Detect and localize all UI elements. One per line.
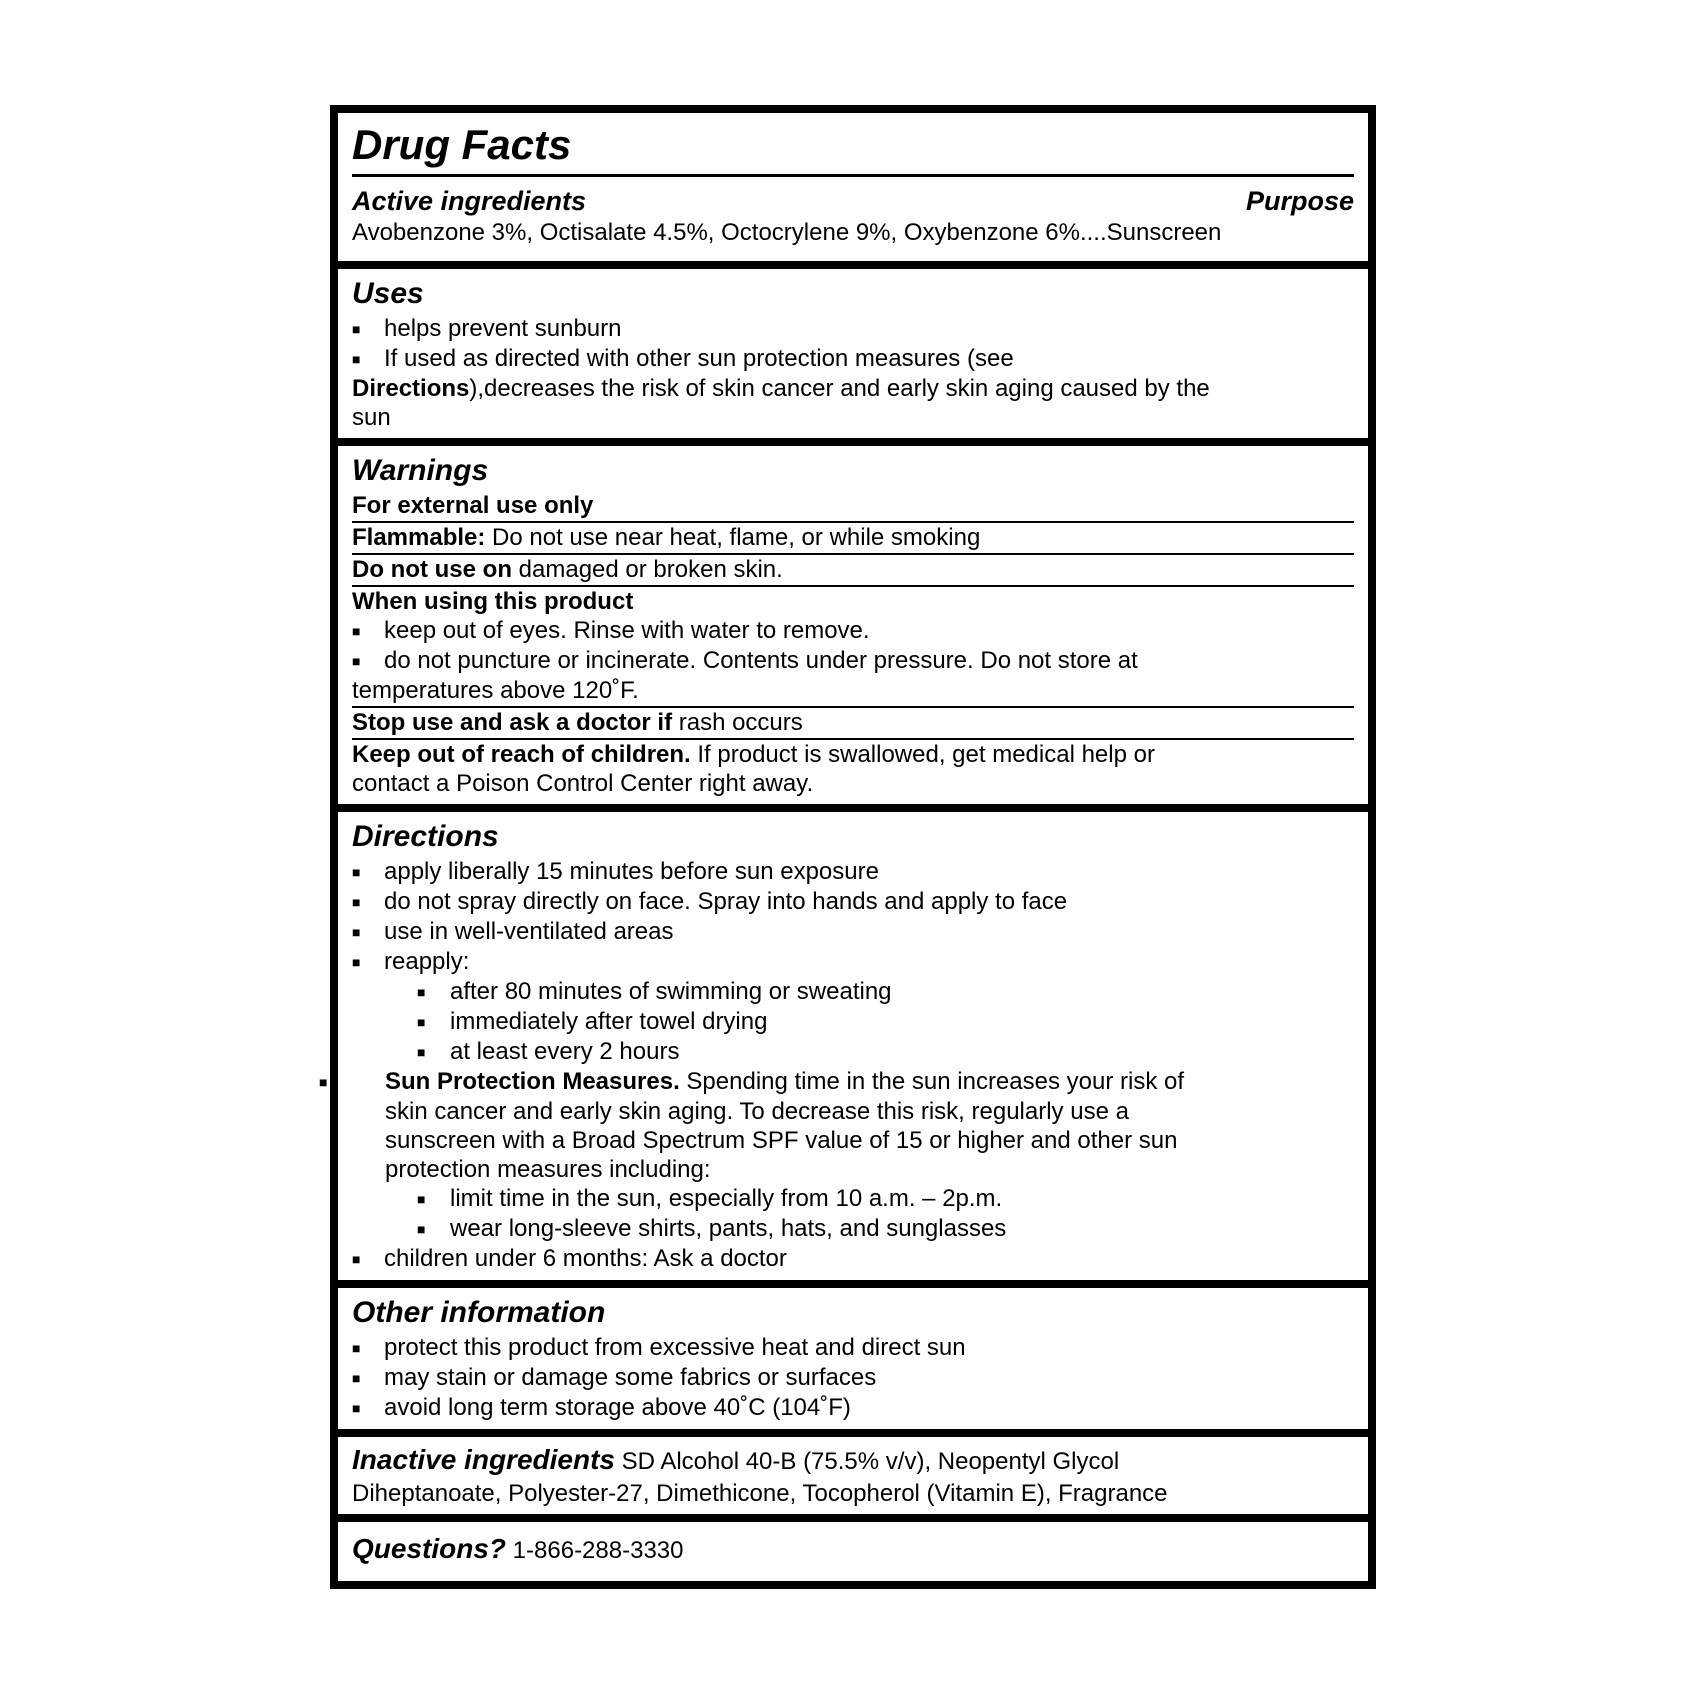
active-ingredients-line: Avobenzone 3%, Octisalate 4.5%, Octocrylene 9%, Oxybenzone 6%....Sunscreen [352,219,1222,246]
questions-heading: Questions? [352,1533,507,1564]
bullet-square-icon: ■ [352,1340,361,1356]
directions-bullet-5 [352,1244,1354,1274]
keep-out-lead: Keep out of reach of children. [352,741,691,768]
sun-protection-line-1 [319,1067,1354,1097]
bullet-square-icon: ■ [417,1014,426,1030]
bullet-square-icon: ■ [417,1044,426,1060]
uses-continuation-text: ),decreases the risk of skin cancer and early skin aging caused by the [469,375,1210,402]
reapply-sub-3-text: at least every 2 hours [450,1038,680,1065]
warnings-bullet-1-text: keep out of eyes. Rinse with water to remove. [384,617,870,644]
stop-use-rest: rash occurs [672,709,803,736]
section-warnings [338,438,1368,804]
directions-heading: Directions [352,820,499,853]
section-header [338,113,1368,261]
bullet-square-icon: ■ [352,351,361,367]
directions-bullet-4 [352,947,1354,977]
sun-protection-sub-2-text: wear long-sleeve shirts, pants, hats, and sunglasses [450,1215,1007,1242]
flammable-rest: Do not use near heat, flame, or while smoking [485,524,981,551]
keep-out-line [352,740,1354,769]
stop-use-line [352,708,1354,740]
sun-protection-line-2: skin cancer and early skin aging. To decrease this risk, regularly use a [385,1098,1129,1125]
sun-protection-lead: Sun Protection Measures. [385,1068,680,1095]
inactive-ingredients-l1: SD Alcohol 40-B (75.5% v/v), Neopentyl Glycol [614,1448,1120,1475]
other-bullet-1-text: protect this product from excessive heat and direct sun [384,1334,966,1361]
when-using-line: When using this product [352,588,634,615]
title-divider [352,174,1354,177]
sun-protection-sub-bullet-2 [352,1214,1354,1244]
other-bullet-3 [352,1393,1354,1423]
other-bullet-3-text: avoid long term storage above 40˚C (104˚F) [384,1394,851,1421]
other-information-heading: Other information [352,1296,606,1329]
reapply-sub-2-text: immediately after towel drying [450,1008,768,1035]
do-not-use-rest: damaged or broken skin. [511,556,783,583]
other-bullet-2-text: may stain or damage some fabrics or surfaces [384,1364,877,1391]
stop-use-lead: Stop use and ask a doctor if [352,709,673,736]
inactive-ingredients-heading: Inactive ingredients [352,1444,615,1475]
bullet-square-icon: ■ [417,1191,426,1207]
section-uses [338,261,1368,438]
bullet-square-icon: ■ [417,984,426,1000]
bullet-square-icon: ■ [417,1221,426,1237]
bullet-square-icon: ■ [352,954,361,970]
section-directions [319,804,1368,1280]
sun-protection-sub-1-text: limit time in the sun, especially from 10 a.m. – 2p.m. [450,1185,1003,1212]
warnings-bullet-2-continuation: temperatures above 120˚F. [352,676,1354,708]
directions-bullet-3 [352,917,1354,947]
warnings-bullet-1 [352,616,1354,646]
uses-bullet-1 [352,314,1354,344]
directions-bullet-2-text: do not spray directly on face. Spray into hands and apply to face [384,888,1068,915]
questions-line [352,1532,1354,1568]
purpose-heading: Purpose [1245,186,1354,216]
sun-protection-sub-bullet-1 [352,1184,1354,1214]
bullet-square-icon: ■ [352,924,361,940]
section-other-information [338,1280,1368,1429]
bullet-square-icon: ■ [352,1370,361,1386]
other-bullet-2 [352,1363,1354,1393]
section-inactive-ingredients [338,1429,1368,1514]
drug-facts-label [319,105,1376,1589]
questions-phone: 1-866-288-3330 [506,1537,684,1564]
section-questions [338,1514,1368,1581]
uses-heading: Uses [352,277,424,310]
uses-bullet-2 [352,344,1354,374]
bullet-square-icon: ■ [352,321,361,337]
warnings-heading: Warnings [352,454,489,487]
reapply-sub-bullet-2 [352,1007,1354,1037]
do-not-use-line [352,555,1354,587]
reapply-sub-bullet-3 [352,1037,1354,1067]
flammable-lead: Flammable: [352,524,486,551]
flammable-line [352,523,1354,555]
uses-continuation-2: sun [352,404,391,431]
active-ingredients-row [352,185,1354,218]
warnings-bullet-2-text: do not puncture or incinerate. Contents under pressure. Do not store at [384,647,1138,674]
bullet-square-icon: ■ [319,1074,328,1090]
do-not-use-lead: Do not use on [352,556,512,583]
external-use-line: For external use only [352,491,1354,523]
keep-out-rest: If product is swallowed, get medical help or [690,741,1155,768]
directions-bullet-4-text: reapply: [384,948,470,975]
reapply-sub-1-text: after 80 minutes of swimming or sweating [450,978,892,1005]
directions-bullet-3-text: use in well-ventilated areas [384,918,674,945]
sun-protection-l1: Spending time in the sun increases your risk of [679,1068,1185,1095]
directions-bullet-1 [352,857,1354,887]
drug-facts-title: Drug Facts [352,121,572,168]
other-bullet-1 [352,1333,1354,1363]
bullet-square-icon: ■ [352,894,361,910]
inactive-ingredients-line-2: Diheptanoate, Polyester-27, Dimethicone, Tocopherol (Vitamin E), Fragrance [352,1480,1168,1507]
bullet-square-icon: ■ [352,653,361,669]
keep-out-continuation: contact a Poison Control Center right away. [352,770,814,797]
directions-bullet-1-text: apply liberally 15 minutes before sun exposure [384,858,879,885]
active-ingredients-heading: Active ingredients [352,186,587,216]
bullet-square-icon: ■ [352,864,361,880]
warnings-bullet-2 [352,646,1354,676]
directions-bullet-2 [352,887,1354,917]
uses-bullet-1-text: helps prevent sunburn [384,315,622,342]
bullet-square-icon: ■ [352,1400,361,1416]
bullet-square-icon: ■ [352,1251,361,1267]
directions-bullet-5-text: children under 6 months: Ask a doctor [384,1245,787,1272]
sun-protection-line-3: sunscreen with a Broad Spectrum SPF value of 15 or higher and other sun [385,1127,1178,1154]
directions-ref-bold: Directions [352,375,470,402]
bullet-square-icon: ■ [352,623,361,639]
uses-bullet-2-continuation [352,374,1354,403]
inactive-ingredients-line-1 [352,1443,1354,1479]
sun-protection-line-4: protection measures including: [385,1156,711,1183]
uses-bullet-2-text: If used as directed with other sun protection measures (see [384,345,1014,372]
reapply-sub-bullet-1 [352,977,1354,1007]
